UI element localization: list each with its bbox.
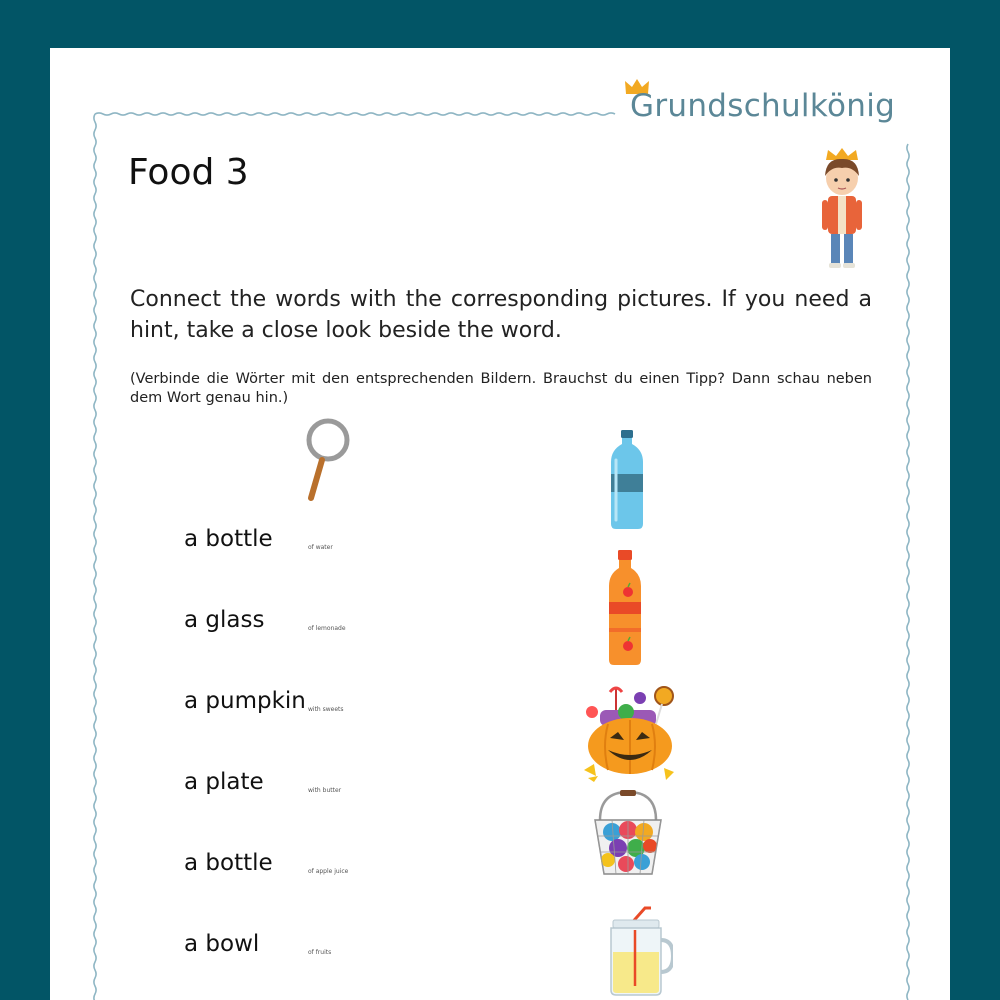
list-item <box>184 688 344 714</box>
word-label: a bowl <box>184 931 260 957</box>
hint-text: of lemonade <box>308 625 346 632</box>
worksheet-page <box>50 48 950 1000</box>
hint-text: of fruits <box>308 949 332 956</box>
hint-text: of apple juice <box>308 868 349 875</box>
list-item <box>184 526 333 552</box>
list-item <box>184 850 349 876</box>
word-label: a glass <box>184 607 265 633</box>
fruit-basket-icon <box>592 790 664 876</box>
brand-logo: Grundschulkönig <box>630 88 896 124</box>
instruction-translation: (Verbinde die Wörter mit den entsprechenden Bildern. Brauchst du einen Tipp? Dann schau neben dem Wort genau hin.) <box>130 371 872 406</box>
list-item <box>184 769 342 795</box>
hint-text: of water <box>308 544 333 551</box>
word-label: a bottle <box>184 850 273 876</box>
word-label: a pumpkin <box>184 688 306 714</box>
magnifier-icon <box>302 418 354 504</box>
lemonade-jar-icon <box>605 906 673 996</box>
list-item <box>184 607 346 633</box>
boy-with-crown-icon <box>812 148 872 272</box>
apple-juice-bottle-icon <box>608 550 642 666</box>
list-item <box>184 931 332 957</box>
hint-text: with sweets <box>308 706 344 713</box>
word-label: a plate <box>184 769 264 795</box>
pumpkin-sweets-icon <box>580 684 678 782</box>
water-bottle-icon <box>610 430 644 530</box>
word-label: a bottle <box>184 526 273 552</box>
instruction-text: Connect the words with the corresponding pictures. If you need a hint, take a close look beside the word. <box>130 287 872 343</box>
hint-text: with butter <box>308 787 342 794</box>
worksheet-title: Food 3 <box>128 152 249 193</box>
